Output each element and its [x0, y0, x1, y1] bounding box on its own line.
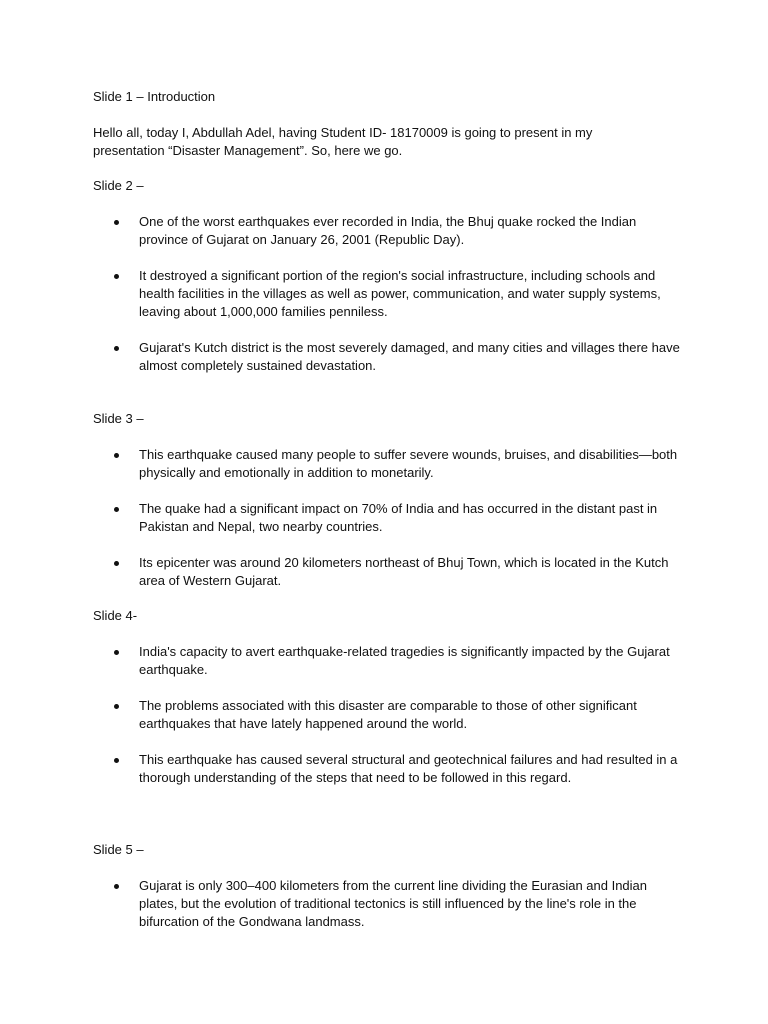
slide2-bullet-text-1: One of the worst earthquakes ever recorded in India, the Bhuj quake rocked the Indian province of Gujarat on January 26, 2001 (Republic Day). [139, 214, 637, 247]
slide5-bullet-text-1: Gujarat is only 300–400 kilometers from the current line dividing the Eurasian and Indian plates, but the evolution of traditional tectonics is still influenced by the line's role in the bifurcation of the Gondwana landmass. [139, 878, 648, 929]
slide1-paragraph-line2: presentation “Disaster Management”. So, here we go. [93, 143, 403, 158]
bullet-icon [114, 453, 119, 458]
slide2-bullet-text-2: It destroyed a significant portion of the region's social infrastructure, including schools and health facilities in the villages as well as power, communication, and water supply systems, leaving about 1,000,000 families penniless. [139, 268, 661, 319]
slide1-paragraph-line1: Hello all, today I, Abdullah Adel, having Student ID- 18170009 is going to present in my [93, 125, 593, 140]
slide4-bullet-text-3: This earthquake has caused several structural and geotechnical failures and had resulted in a thorough understanding of the steps that need to be followed in this regard. [139, 752, 678, 785]
slide5-heading: Slide 5 – [93, 842, 144, 857]
slide3-heading: Slide 3 – [93, 411, 144, 426]
slide1-heading: Slide 1 – Introduction [93, 89, 216, 104]
slide3-bullet-text-1: This earthquake caused many people to suffer severe wounds, bruises, and disabilities—both physically and emotionally in addition to monetarily. [139, 447, 678, 480]
bullet-icon [114, 758, 119, 763]
bullet-icon [114, 346, 119, 351]
bullet-icon [114, 561, 119, 566]
slide4-bullet-text-2: The problems associated with this disaster are comparable to those of other significant earthquakes that have lately happened around the world. [139, 698, 637, 731]
slide3-bullet-text-3: Its epicenter was around 20 kilometers northeast of Bhuj Town, which is located in the Kutch area of Western Gujarat. [139, 555, 669, 588]
slide4-heading: Slide 4- [93, 608, 138, 623]
bullet-icon [114, 274, 119, 279]
slide2-bullet-text-3: Gujarat's Kutch district is the most severely damaged, and many cities and villages there have almost completely sustained devastation. [139, 340, 680, 373]
bullet-icon [114, 704, 119, 709]
bullet-icon [114, 220, 119, 225]
bullet-icon [114, 884, 119, 889]
slide2-heading: Slide 2 – [93, 178, 144, 193]
bullet-icon [114, 650, 119, 655]
slide4-bullet-text-1: India's capacity to avert earthquake-related tragedies is significantly impacted by the Gujarat earthquake. [139, 644, 670, 677]
slide3-bullet-text-2: The quake had a significant impact on 70% of India and has occurred in the distant past in Pakistan and Nepal, two nearby countries. [139, 501, 658, 534]
bullet-icon [114, 507, 119, 512]
